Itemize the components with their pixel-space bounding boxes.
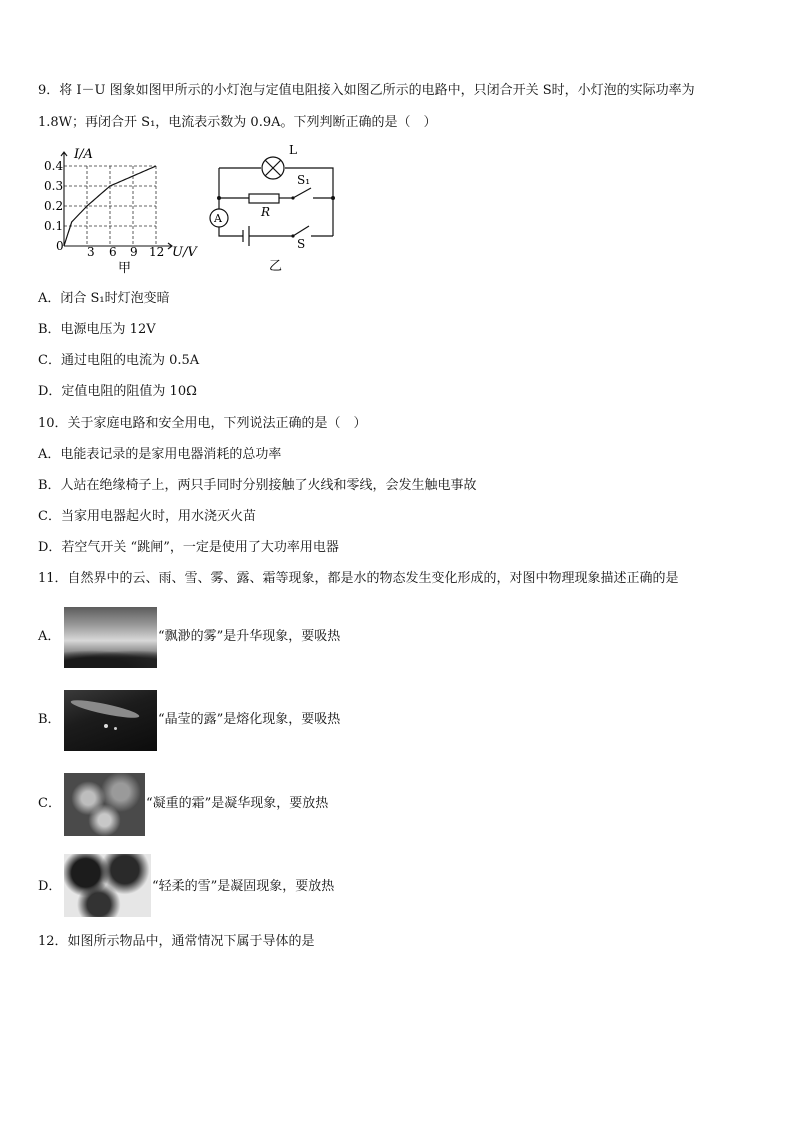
q9-option-a: A．闭合 S₁时灯泡变暗 xyxy=(38,291,170,306)
y-tick-label: 0.1 xyxy=(44,219,64,233)
q10-option-b: B．人站在绝缘椅子上，两只手同时分别接触了火线和零线，会发生触电事故 xyxy=(38,478,477,493)
q11-option-d-label: D． xyxy=(38,879,62,894)
y-axis-label: I/A xyxy=(74,147,93,162)
x-tick-label: 3 xyxy=(87,245,95,259)
x-tick-label: 12 xyxy=(149,245,165,259)
q9-option-c: C．通过电阻的电流为 0.5A xyxy=(38,353,200,368)
q9-stem-line2: 1.8W；再闭合开 S₁，电流表示数为 0.9A。下列判断正确的是（ ） xyxy=(38,115,437,130)
switch-s1-symbol xyxy=(293,188,311,198)
graph-caption: 甲 xyxy=(118,261,132,276)
switch-s1-label: S₁ xyxy=(297,173,311,187)
resistor-symbol xyxy=(249,194,279,203)
iu-graph xyxy=(36,144,206,276)
y-tick-label: 0.3 xyxy=(44,179,64,193)
frost-photo xyxy=(64,773,145,836)
y-tick-label: 0.2 xyxy=(44,199,64,213)
q11-option-a-label: A． xyxy=(38,629,61,644)
q11-option-c-label: C． xyxy=(38,796,61,811)
x-tick-label: 9 xyxy=(130,245,138,259)
q10-stem: 10．关于家庭电路和安全用电，下列说法正确的是（ ） xyxy=(38,416,367,431)
q11-option-d-text: “轻柔的雪”是凝固现象，要放热 xyxy=(152,879,335,894)
q11-option-a-text: “飘渺的雾”是升华现象，要吸热 xyxy=(158,629,341,644)
q11-option-b-text: “晶莹的露”是熔化现象，要吸热 xyxy=(158,712,341,727)
q12-stem: 12．如图所示物品中，通常情况下属于导体的是 xyxy=(38,934,315,949)
q10-option-d: D．若空气开关 “跳闸”，一定是使用了大功率用电器 xyxy=(38,540,339,555)
fog-photo xyxy=(64,607,157,668)
switch-s-symbol xyxy=(293,226,309,236)
switch-s-label: S xyxy=(297,237,306,251)
q9-stem-line1: 9．将 I－U 图象如图甲所示的小灯泡与定值电阻接入如图乙所示的电路中，只闭合开关 S时，小灯泡的实际功率为 xyxy=(38,83,695,98)
y-tick-label: 0.4 xyxy=(44,159,64,173)
ammeter-label: A xyxy=(214,212,222,225)
dew-photo xyxy=(64,690,157,751)
q11-option-c-text: “凝重的霜”是凝华现象，要放热 xyxy=(146,796,329,811)
resistor-label: R xyxy=(261,205,271,219)
q9-option-b: B．电源电压为 12V xyxy=(38,322,156,337)
q10-option-c: C．当家用电器起火时，用水浇灭火苗 xyxy=(38,509,256,524)
q9-option-d: D．定值电阻的阻值为 10Ω xyxy=(38,384,197,399)
q11-stem: 11．自然界中的云、雨、雪、雾、露、霜等现象，都是水的物态发生变化形成的，对图中物理现象描述正确的是 xyxy=(38,571,679,586)
x-tick-label: 6 xyxy=(109,245,117,259)
x-axis-label: U/V xyxy=(172,245,197,260)
graph-grid xyxy=(64,166,156,246)
origin-label: 0 xyxy=(56,239,64,253)
circuit-diagram xyxy=(205,142,345,274)
q11-option-b-label: B． xyxy=(38,712,61,727)
snow-photo xyxy=(64,854,151,917)
circuit-caption: 乙 xyxy=(269,259,283,274)
lamp-label: L xyxy=(289,143,297,157)
q10-option-a: A．电能表记录的是家用电器消耗的总功率 xyxy=(38,447,282,462)
